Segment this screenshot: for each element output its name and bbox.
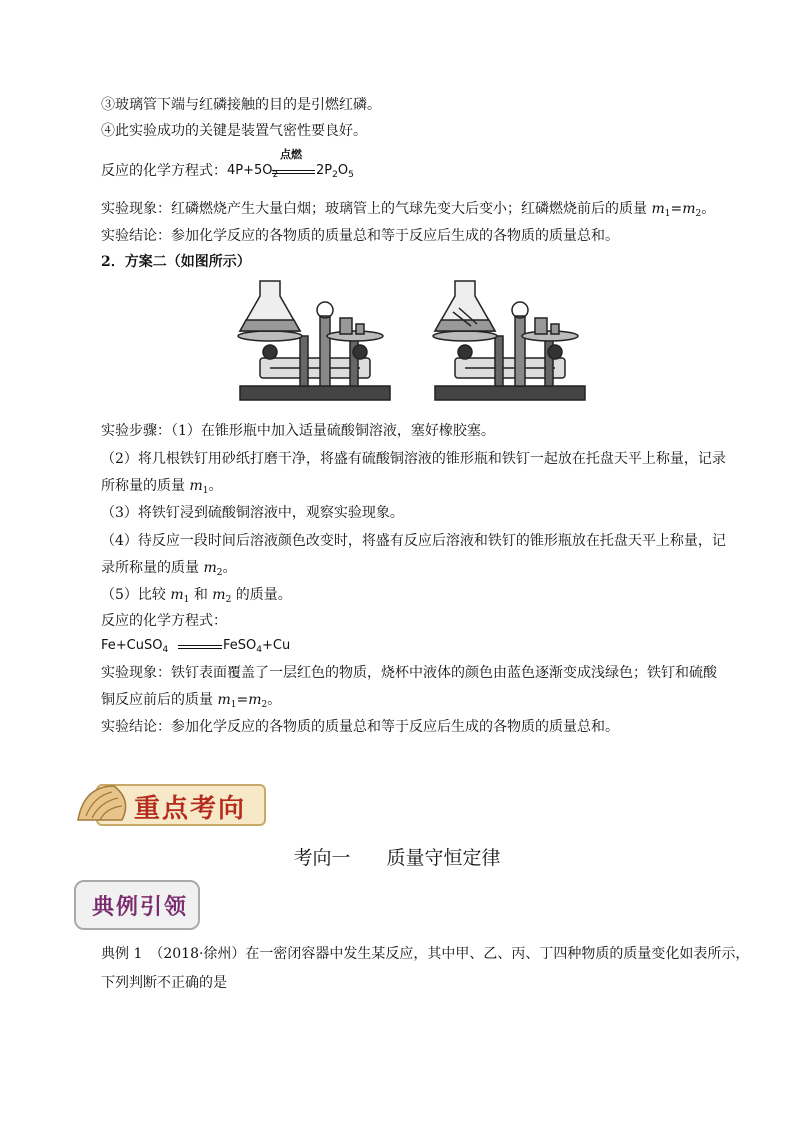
shell-icon (74, 780, 134, 826)
section-title: 考向一 质量守恒定律 (293, 847, 501, 869)
step-2-line-2: 所称量的质量 $m_1$。 (101, 478, 223, 496)
equation-1-products: $2P_2O_5$ (316, 163, 354, 180)
conclusion-2: 实验结论：参加化学反应的各物质的质量总和等于反应后生成的各物质的质量总和。 (101, 719, 619, 735)
equation-1-reactants: $4P+5O_2$ (227, 163, 279, 180)
step-5: （5）比较 $m_1$ 和 $m_2$ 的质量。 (101, 587, 292, 605)
phenomenon-2-line-1: 实验现象：铁钉表面覆盖了一层红色的物质，烧杯中液体的颜色由蓝色逐渐变成浅绿色；铁钉和硫酸 (101, 665, 717, 681)
phenomenon-1: 实验现象：红磷燃烧产生大量白烟；玻璃管上的气球先变大后变小；红磷燃烧前后的质量 $m_1=m_2$。 (101, 201, 716, 219)
example-banner-label: 典例引领 (92, 895, 189, 920)
balance-right (433, 281, 585, 400)
conclusion-1: 实验结论：参加化学反应的各物质的质量总和等于反应后生成的各物质的质量总和。 (101, 228, 619, 244)
equation-1-arrow (272, 170, 315, 174)
statement-4: ④此实验成功的关键是装置气密性要良好。 (101, 123, 367, 139)
statement-3: ③玻璃管下端与红磷接触的目的是引燃红磷。 (101, 97, 381, 113)
balance-apparatus-figure (230, 276, 590, 410)
step-2-line-1: （2）将几根铁钉用砂纸打磨干净，将盛有硫酸铜溶液的锥形瓶和铁钉一起放在托盘天平上称量，记录 (101, 451, 726, 467)
equation-2-arrow (178, 645, 222, 649)
key-topics-banner (74, 778, 264, 828)
equation-1-condition: 点燃 (280, 148, 302, 161)
step-1: 实验步骤：（1）在锥形瓶中加入适量硫酸铜溶液，塞好橡胶塞。 (101, 423, 495, 439)
plan-2-heading: 2．方案二（如图所示） (101, 254, 251, 270)
example-banner (74, 880, 200, 930)
equation-2-reactants: Fe+CuSO$_4$ (101, 638, 169, 655)
balance-left (238, 281, 390, 400)
step-3: （3）将铁钉浸到硫酸铜溶液中，观察实验现象。 (101, 505, 404, 521)
example-1-line-1: 典例 1 （2018·徐州）在一密闭容器中发生某反应，其中甲、乙、丙、丁四种物质的质量变化如表所示， (101, 946, 750, 962)
banner-label: 重点考向 (134, 794, 247, 824)
equation-2-label: 反应的化学方程式： (101, 613, 227, 629)
equation-2-products: FeSO$_4$+Cu (223, 638, 291, 655)
example-1-line-2: 下列判断不正确的是 (101, 975, 227, 991)
equation-1-label: 反应的化学方程式： (101, 163, 227, 179)
step-4-line-2: 录所称量的质量 $m_2$。 (101, 560, 237, 578)
phenomenon-2-line-2: 铜反应前后的质量 $m_1=m_2$。 (101, 692, 282, 710)
step-4-line-1: （4）待反应一段时间后溶液颜色改变时，将盛有反应后溶液和铁钉的锥形瓶放在托盘天平上称量，记 (101, 533, 726, 549)
